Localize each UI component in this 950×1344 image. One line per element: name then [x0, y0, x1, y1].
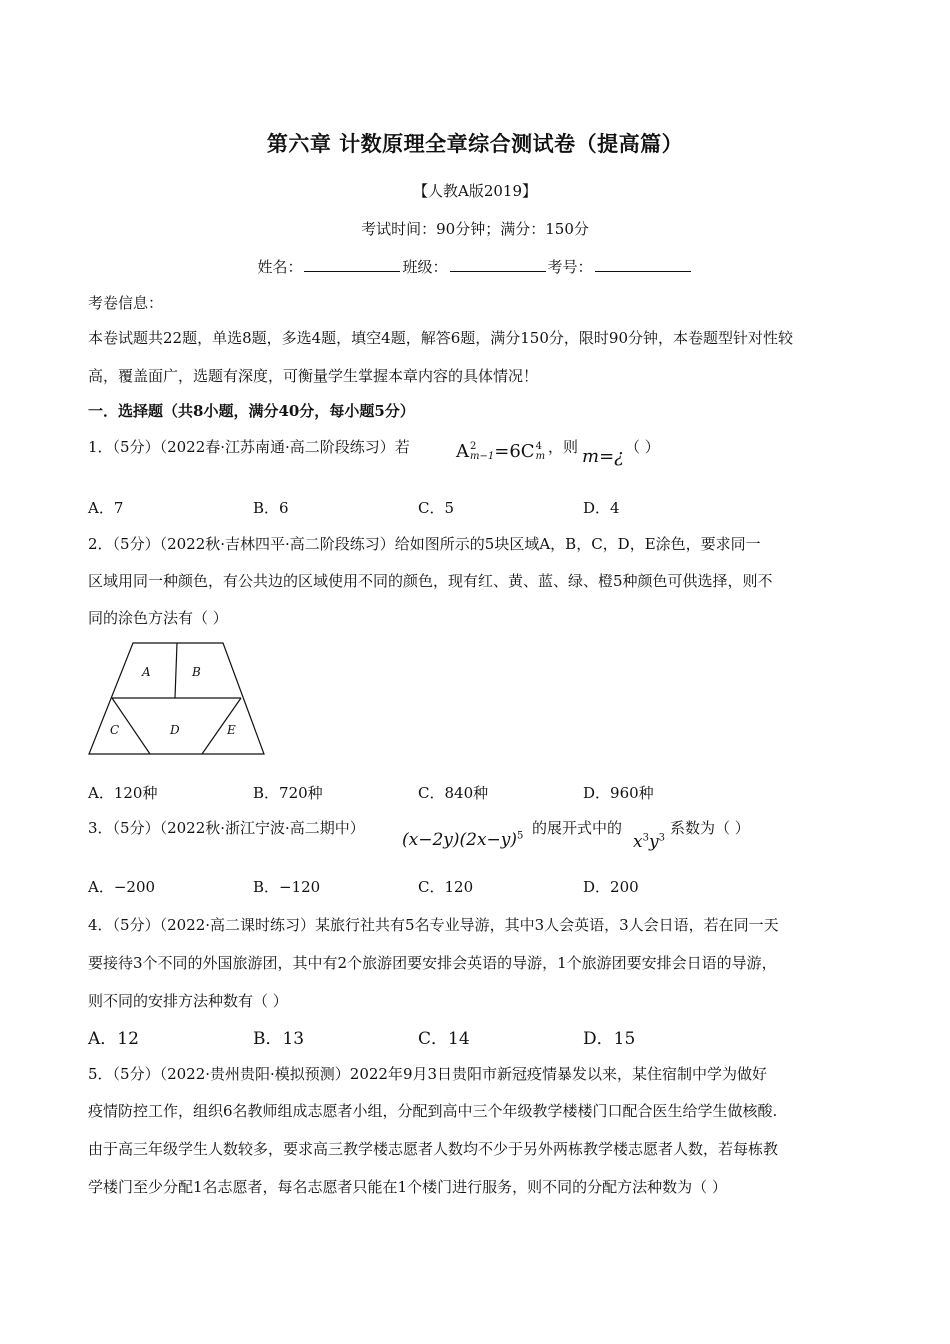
q3-expression: (x−2y)(2x−y)	[402, 830, 518, 850]
notes-line-1: 本卷试题共22题，单选8题，多选4题，填空4题，解答6题，满分150分，限时90分钟，本卷题型针对性较	[88, 329, 793, 347]
q3-exponent: 5	[517, 830, 524, 842]
name-label: 姓名：	[257, 258, 303, 276]
q1-option-c[interactable]: C．5	[418, 499, 455, 517]
q1-C: C	[520, 441, 535, 462]
q5-line-2: 疫情防控工作，组织6名教师组成志愿者小组，分配到高中三个年级教学楼楼门口配合医生给学生做核酸.	[88, 1102, 778, 1120]
page-title: 第六章 计数原理全章综合测试卷（提高篇）	[266, 131, 684, 156]
q5-line-1: 5．（5分）（2022·贵州贵阳·模拟预测）2022年9月3日贵阳市新冠疫情暴发以来，某住宿制中学为做好	[88, 1065, 768, 1083]
q4-option-b[interactable]: B．13	[253, 1029, 305, 1049]
q1-A-sub: m−1	[470, 451, 495, 462]
q1-text: 1．（5分）（2022春·江苏南通·高二阶段练习）若	[88, 438, 410, 456]
q4-line-1: 4．（5分）（2022·高二课时练习）某旅行社共有5名专业导游，其中3人会英语，3人会日语，若在同一天	[88, 916, 779, 934]
section-heading: 一．选择题（共8小题，满分40分，每小题5分）	[88, 402, 415, 420]
id-blank[interactable]	[595, 259, 691, 272]
q2-line-2: 区域用同一种颜色，有公共边的区域使用不同的颜色，现有红、黄、蓝、绿、橙5种颜色可供选择，则不	[88, 572, 773, 590]
q1-formula	[456, 441, 545, 462]
notes-heading: 考卷信息：	[88, 294, 164, 312]
q3-stem-2: 的展开式中的	[532, 819, 623, 837]
q3-option-a-text: A．−200	[88, 878, 156, 896]
q1-A-scripts	[470, 442, 494, 462]
q1-option-a[interactable]: A．7	[88, 499, 124, 517]
question-1-stem	[88, 436, 410, 457]
edition-label: 【人教A版2019】	[412, 182, 537, 200]
q1-C-scripts	[536, 442, 545, 462]
q4-option-d[interactable]: D．15	[583, 1029, 636, 1049]
q4-line-3: 则不同的安排方法种数有（ ）	[88, 992, 288, 1010]
figure-ab-divider	[175, 643, 177, 698]
class-label: 班级：	[402, 258, 448, 276]
q4-option-a[interactable]: A．12	[88, 1029, 139, 1049]
q3-option-c[interactable]: C．120	[418, 878, 474, 896]
q2-option-c[interactable]: C．840种	[418, 784, 489, 802]
q3-option-a[interactable]	[88, 876, 155, 897]
region-figure	[88, 640, 268, 758]
q1-then: ，则	[548, 438, 579, 456]
q4-option-c[interactable]: C．14	[418, 1029, 470, 1049]
q3-term-y: y	[648, 832, 659, 852]
class-blank[interactable]	[450, 259, 546, 272]
q3-term-x-exp: 3	[642, 832, 649, 844]
q2-option-a[interactable]: A．120种	[88, 784, 158, 802]
q2-line-3: 同的涂色方法有（ ）	[88, 609, 228, 627]
q1-A-sup: 2	[470, 441, 477, 452]
q5-line-3: 由于高三年级学生人数较多，要求高三教学楼志愿者人数均不少于另外两栋教学楼志愿者人数，若每栋教	[88, 1140, 779, 1158]
q3-option-b[interactable]	[253, 876, 320, 897]
q3-term-x: x	[633, 832, 643, 852]
q1-A: A	[456, 441, 469, 462]
name-blank[interactable]	[304, 259, 400, 272]
region-label-a: A	[142, 665, 151, 679]
q5-line-4: 学楼门至少分配1名志愿者，每名志愿者只能在1个楼门进行服务，则不同的分配方法种数为（ ）	[88, 1178, 727, 1196]
region-label-b: B	[192, 665, 201, 679]
q1-option-d[interactable]: D．4	[583, 499, 620, 517]
q1-option-b[interactable]: B．6	[253, 499, 289, 517]
q3-term-y-exp: 3	[658, 832, 665, 844]
q2-option-b[interactable]: B．720种	[253, 784, 323, 802]
q1-C-sub: m	[535, 451, 546, 462]
region-label-e: E	[227, 723, 236, 737]
id-label: 考号：	[547, 258, 593, 276]
q1-eq: =6	[494, 441, 521, 462]
q3-option-b-text: B．−120	[253, 878, 321, 896]
region-label-d: D	[170, 723, 180, 737]
q4-line-2: 要接待3个不同的外国旅游团，其中有2个旅游团要安排会英语的导游，1个旅游团要安排会日语的导游，	[88, 954, 777, 972]
q1-paren: （ ）	[625, 438, 660, 456]
q3-formula	[402, 830, 523, 850]
region-label-c: C	[110, 723, 120, 737]
q1-m: m=¿	[582, 446, 624, 467]
q3-option-d[interactable]: D．200	[583, 878, 639, 896]
student-info-row	[0, 256, 950, 277]
q3-stem-3: 系数为（ ）	[670, 819, 750, 837]
q2-option-d[interactable]: D．960种	[583, 784, 654, 802]
notes-line-2: 高，覆盖面广，选题有深度，可衡量学生掌握本章内容的具体情况！	[88, 367, 539, 385]
q2-line-1: 2．（5分）（2022秋·吉林四平·高二阶段练习）给如图所示的5块区域A，B，C，D，E涂色，要求同一	[88, 535, 761, 553]
q1-C-sup: 4	[535, 441, 542, 452]
q3-term	[633, 832, 665, 852]
exam-info: 考试时间：90分钟；满分：150分	[361, 220, 589, 238]
q3-stem-1: 3．（5分）（2022秋·浙江宁波·高二期中）	[88, 819, 365, 837]
